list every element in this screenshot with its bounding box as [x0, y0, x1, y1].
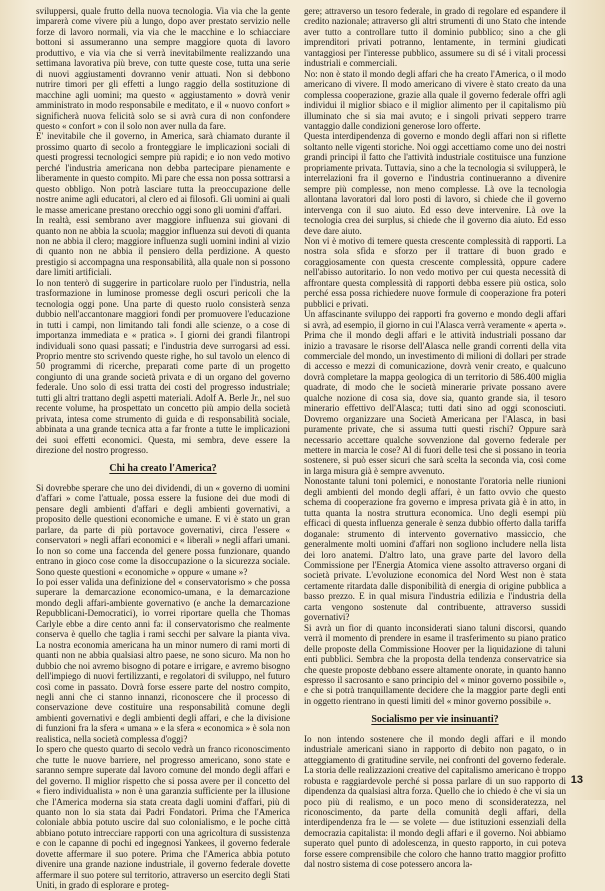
section-heading: Socialismo per vie insinuanti? — [371, 714, 499, 726]
paragraph: Io spero che questo quarto di secolo vedrà un franco riconoscimento che tutte le nuove barriere, nel progresso americano, sono state e saranno sempre superate dal lavoro comune del mondo degli affari e del governo. Il miglior rispetto che si possa avere per il concetto del « fiero individualista » non è una garanzia sufficiente per la illusione che l'America moderna sia stata creata dagli uomini d'affari, più di quanto non lo sia stata dai Padri Fondatori. Prima che l'America coloniale abbia potuto uscire dal suo colonialismo, e le poche città abbiano potuto intrecciare rapporti con una agricoltura di sussistenza e con le capanne di pochi ed ingegnosi Yankees, il governo federale dovette affermare il suo potere. Prima che l'America abbia potuto divenire una grande nazione industriale, il governo federale dovette affermare il suo potere sul territorio, attraverso un esercito degli Stati Uniti, in grado di esplorare e proteg- — [36, 744, 290, 891]
paragraph: Questa interdipendenza di governo e mondo degli affari non si riflette soltanto nelle vigenti storiche. Noi oggi accettiamo come uno dei nostri grandi principi il fatto che l'attività industriale costituisce una funzione propriamente privata. Tuttavia, sino a che la tecnologia si svilupperà, le interrelazioni fra il governo e l'industria continueranno a divenire sempre più complesse, non meno complesse. Là ove la tecnologia allontana lavoratori dal loro posti di lavoro, si chiede che il governo intervenga con il suo aiuto. Ed esso deve intervenire. Là ove la tecnologia crea dei surplus, si chiede che il governo dia aiuto. Ed esso deve dare aiuto. — [304, 131, 566, 236]
page-number: 13 — [570, 774, 583, 786]
paragraph: Io non intendo sostenere che il mondo degli affari e il mondo industriale americani siano in rapporto di debito non pagato, o in atteggiamento di gratitudine servile, nei confronti del governo federale. La storia delle realizzazioni creative del capitalismo americano è troppo robusta e raggiardevole perché si possa parlare di un suo rapporto di dipendenza da qualsiasi altra forza. Quello che io chiedo è che vi sia un poco più di realismo, e un poco meno di sconsideratezza, nel riconoscimento, da parte della comunità degli affari, della interdipendenza fra le — se volete — due istituzioni essenziali della democrazia capitalista: il mondo degli affari e il governo. Noi abbiamo superato quel punto di adolescenza, in questo rapporto, in cui poteva forse essere comprensibile che coloro che hanno tratto maggior profitto dal nostro sistema di cose potessero ancora la- — [304, 733, 566, 870]
paragraph: Io non tenterò di suggerire in particolare ruolo per l'industria, nella trasformazione in luminose promesse degli oscuri pericoli che la tecnologia oggi pone. Una parte di questo ruolo consisterà senza dubbio nell'accantonare maggiori fondi per promuovere l'educazione in tutti i campi, non limitando tali fondi alle scienze, o a cose di importanza immediata e « pratica ». I giorni dei grandi filantropi individuali sono quasi passati; e l'industria deve surrogarsi ad essi. Proprio mentre sto scrivendo queste righe, ho sul tavolo un elenco di 50 programmi di ricerche, preparati come parte di un progetto congiunto di una grande società privata e di un organo del governo federale. Uno solo di essi tratta dei costi del progresso industriale; tutti gli altri trattano degli aspetti materiali. Adolf A. Berle Jr., nel suo recente volume, ha prospettato un concetto più ampio della società privata, intesa come strumento di guida e di responsabilità sociale, abbinata a una grande tecnica atta a far fronte a tutte le implicazioni dei suoi effetti economici. Questa, mi sembra, deve essere la direzione del nostro progresso. — [36, 277, 290, 456]
right-column — [304, 6, 566, 870]
paragraph: Io poi esser valida una definizione del « conservatorismo » che possa superare la demarcazione economico-umana, e la demarcazione mondo degli affari-ambiente governativo (e anche la demarcazione Repubblicani-Democratici), io vorrei riportare quella che Thomas Carlyle ebbe a dire cento anni fa: il conservatorismo che realmente conserva è quello che taglia i rami secchi per salvare la pianta viva. La nostra economia americana ha un minor numero di rami morti di quanti non ne abbia qualsiasi altro paese, ne sono sicuro. Ma non ho dubbio che noi avremo bisogno di potare e irrigare, e avremo bisogno dell'impiego di nuovi fertilizzanti, e regolatori di sviluppo, nel futuro così come in passato. Dovrà forse essere parte del nostro compito, negli anni che ci stanno innanzi, riconoscere che il processo di conservazione deve costituire una responsabilità comune degli ambienti governativi e degli ambienti degli affari, e che la divisione di funzioni fra la sfera « umana » e la sfera « economica » è sola non realistica, nella società complessa d'oggi? — [36, 577, 290, 744]
paragraph: E' inevitabile che il governo, in America, sarà chiamato durante il prossimo quarto di secolo a fronteggiare le implicazioni sociali di questi progressi tecnologici sempre più rapidi; e io non vedo motivo perché l'industria americana non debba partecipare pienamente e liberamente in questo compito. Mi pare che essa non possa sottrarsi a questo obbligo. Non potrà lasciare tutta la preoccupazione delle nostre anime agli educatori, al clero ed ai filosofi. Gli uomini ai quali le masse americane prestano orecchio oggi sono gli uomini d'affari. — [36, 131, 290, 215]
section-heading: Chi ha creato l'America? — [109, 463, 217, 475]
paragraph: Non vi è motivo di temere questa crescente complessità di rapporti. La nostra sola sfida e sforzo per il trattare di buon grado e coraggiosamente con questa crescente complessità, oppure cadere nell'abisso autoritario. Io non vedo motivo per cui questa necessità di affrontare questa complessità di rapporti debba essere più ostica, solo perché essa possa richiedere nuove formule di cooperazione fra poteri pubblici e privati. — [304, 235, 566, 309]
paragraph: Si avrà un fior di quanto inconsiderati siano taluni discorsi, quando verrà il momento di prendere in esame il trasferimento su piano pratico delle proposte della Commissione Hoover per la liquidazione di taluni enti pubblici. Sembra che la proposta della tendenza conservatrice sia che queste proposte debbano essere altamente onorate, in quanto hanno espresso il sacrosanto e sano principio del « minor governo possibile », e che si potrà tranquillamente decidere che la maggior parte degli enti in oggetto rientrano in questi limiti del « minor governo possibile ». — [304, 622, 566, 706]
left-column — [36, 6, 290, 891]
paragraph: sviluppersi, quale frutto della nuova tecnologia. Via via che la gente imparerà come vivere più a lungo, dopo aver prestato servizio nelle forze di lavoro normali, via via che le macchine e lo schiacciare bottoni si assumeranno una sempre maggiore quota di lavoro produttivo, e via via che si verrà inevitabilmente realizzando una settimana lavorativa più breve, con tutte queste cose, tutta una serie di nuovi aggiustamenti dovranno venir attuati. Non si debbono nutrire timori per gli effetti a lungo raggio della sostituzione di macchine agli uomini; ma questo « aggiustamento » dovrà venir amministrato in modo responsabile e meditato, e il « nuovo confort » significherà nuova felicità solo se si avrà cura di non confondere questo « confort » con il solo non aver nulla da fare. — [36, 6, 290, 131]
paragraph: gere; attraverso un tesoro federale, in grado di regolare ed espandere il credito nazionale; attraverso gli altri strumenti di uno Stato che intende aver tutto a controllare tutto il dominio pubblico; sino a che gli imprenditori privati potranno, lentamente, in termini giudicati vantaggiosi per l'interesse pubblico, assumere su di sé i vitali processi industriali e commerciali. — [304, 6, 566, 69]
paragraph: No: non è stato il mondo degli affari che ha creato l'America, o il modo americano di vivere. Il modo americano di vivere è stato creato da una complessa cooperazione, grazie alla quale il governo federale offrì agli individui il miglior sbiaco e il miglior alimento per il capitalismo più illuminato che si sia mai avuto; e i singoli privati seppero trarre vantaggio dalle condizioni generose loro offerte. — [304, 68, 566, 131]
paragraph: Nonostante taluni toni polemici, e nonostante l'oratoria nelle riunioni degli ambienti del mondo degli affari, è un fatto ovvio che questo schema di cooperazione fra governo e impresa privata già è in atto, in tutta quanta la nostra struttura economica. Uno degli esempi più efficaci di questa influenza generale è senza dubbio offerto dalla tariffa doganale: strumento di intervento governativo massiccio, che generalmente molti uomini d'affari non sogliono includere nella lista dei loro anatemi. D'altro lato, una grave parte del lavoro della Commissione per l'Energia Atomica viene assolto attraverso organi di società private. L'evoluzione economica del Nord West non è stata certamente ritardata dalle disponibilità di energia di origine pubblica a basso prezzo. E in qual misura l'industria edilizia e l'industria della carta vengono sostenute dal contribuente, attraverso sussidi governativi? — [304, 476, 566, 623]
paragraph: Un affascinante sviluppo dei rapporti fra governo e mondo degli affari si avrà, ad esempio, il giorno in cui l'Alasca verrà veramente « aperta ». Prima che il mondo degli affari e le attività industriali possano dar inizio a travasare le risorse dell'Alasca nelle grandi correnti della vita commerciale del mondo, un investimento di milioni di dollari per strade di accesso e mezzi di comunicazione, dovrà venir creato, e qualcuno dovrà completare la mappa geologica di un territorio di 586.400 miglia quadrate, di modo che le società minerarie private possano avere qualche nozione di cosa sia, dove sia, quanto grande sia, il tesoro minerario effettivo dell'Alasca; tutti dati sino ad oggi sconosciuti. Dovremo organizzare una Società Americana per l'Alasca, in basi puramente private, che si assuma tutti questi rischi? Oppure sarà necessario accettare qualche sovvenzione dal governo federale per mettere in marcia le cose? Al di fuori delle tesi che si possano in teoria sostenere, si può esser sicuri che sarà scelta la seconda via, così come in larga misura già è sempre avvenuto. — [304, 309, 566, 476]
paragraph: In realtà, essi sembrano aver maggiore influenza sui giovani di quanto non ne abbia la scuola; maggior influenza sui devoti di quanta non ne abbia il clero; maggiore influenza sugli uomini indini al vizio di quanto non ne abbia il pensiero della perdizione. A questo prestigio si accompagna una responsabilità, alla quale non si possono dare limiti artificiali. — [36, 215, 290, 278]
paragraph: Si dovrebbe sperare che uno dei dividendi, di un « governo di uomini d'affari » come l'attuale, possa essere la fusione dei due modi di pensare degli ambienti d'affari e degli ambienti governativi, a proposito delle questioni economiche e umane. E vi è stato un gran parlare, da parte di più portavoce governativi, circa l'essere « conservatori » negli affari economici e « liberali » negli affari umani. Io non so come una faccenda del genere possa funzionare, quando entrano in gioco cose come la disoccupazione o la sicurezza sociale. Sono queste questioni « economiche » oppure « umane »? — [36, 482, 290, 577]
